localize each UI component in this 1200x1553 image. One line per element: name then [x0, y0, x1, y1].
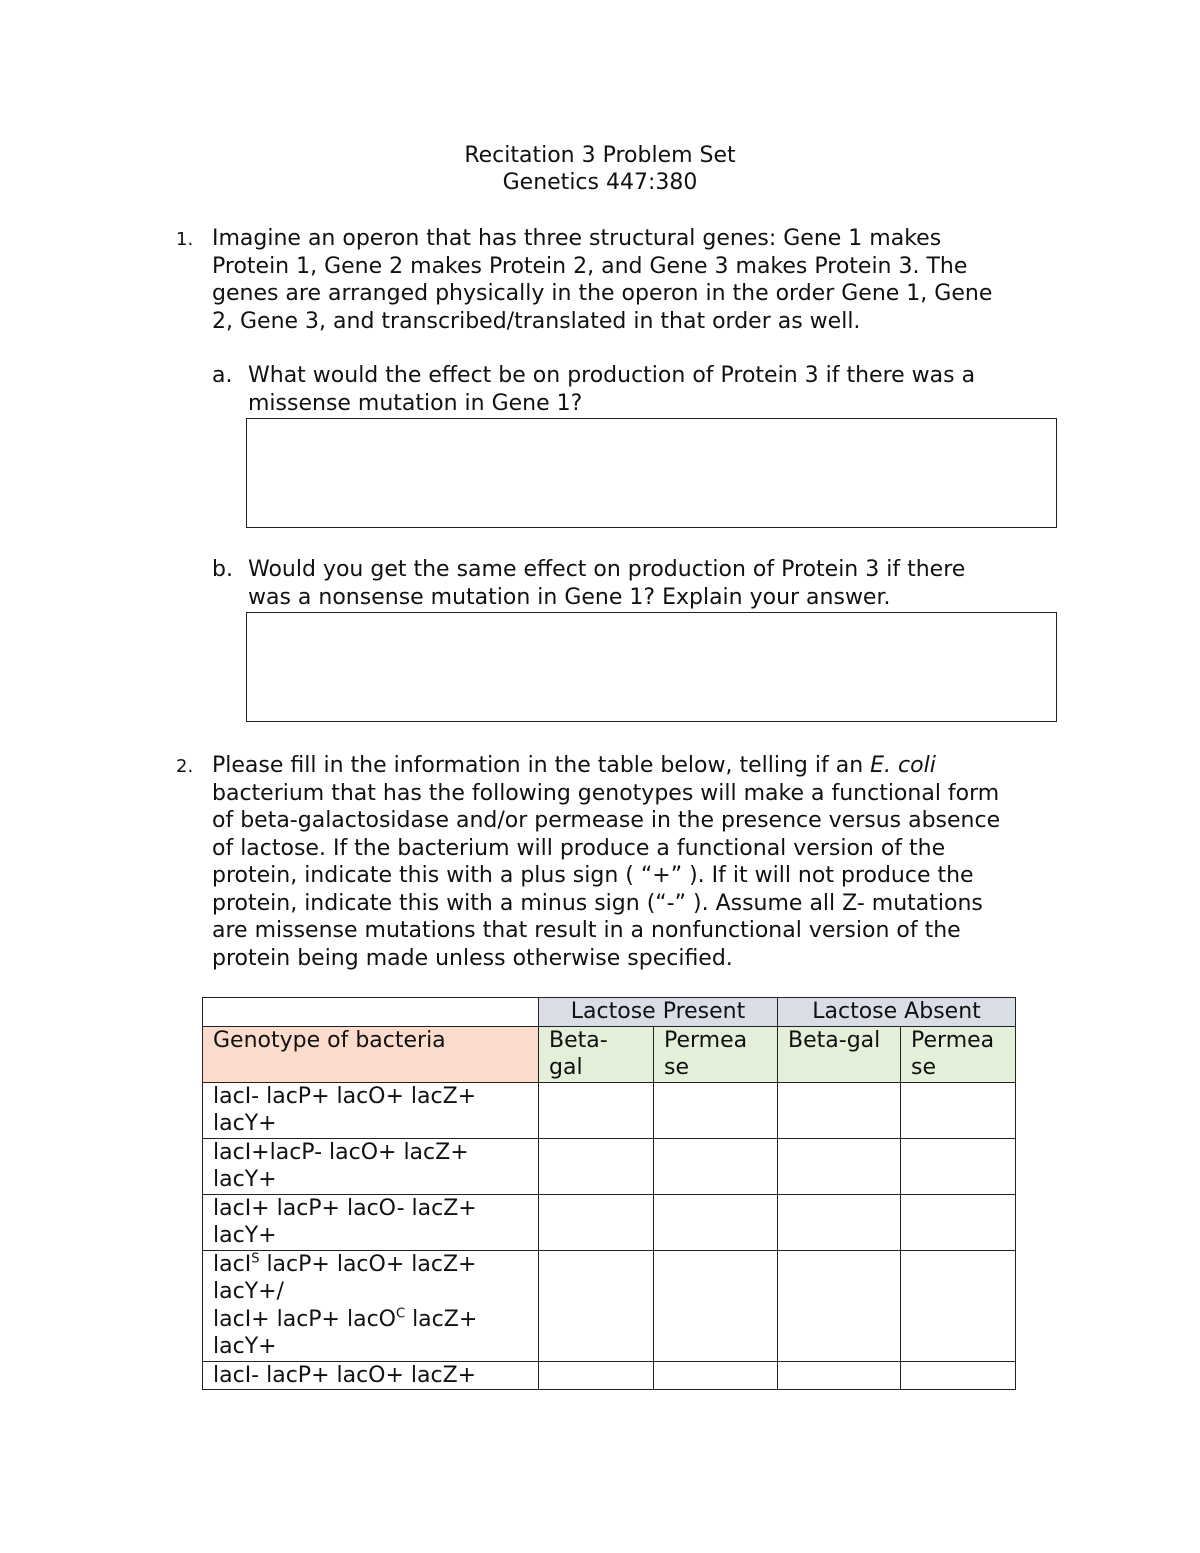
answer-cell[interactable]: [901, 1250, 1016, 1361]
question-2-line: protein, indicate this with a minus sign (“-” ). Assume all Z- mutations: [212, 890, 983, 916]
genotype-line: lacI+lacP- lacO+ lacZ+: [213, 1139, 469, 1165]
document-title: Recitation 3 Problem Set: [464, 143, 736, 168]
table-row: [203, 1361, 1016, 1390]
genotype-text: lacI+ lacP+ lacO: [213, 1306, 396, 1332]
genotype-line: lacY+: [213, 1167, 277, 1192]
genotype-cell: [203, 1250, 539, 1361]
genotype-line: lacY+: [213, 1223, 277, 1248]
genotype-text: lacP+ lacO+ lacZ+: [259, 1251, 477, 1277]
course-name: Genetics 447:380: [502, 170, 698, 195]
superscript-c: C: [396, 1306, 406, 1322]
answer-cell[interactable]: [778, 1194, 901, 1250]
header-betagal-present: [539, 1026, 654, 1082]
genotype-cell: [203, 1082, 539, 1138]
question-2-line: protein, indicate this with a plus sign ( “+” ). If it will not produce the: [212, 863, 974, 888]
genotype-text: lacI: [213, 1251, 252, 1277]
organism-name: E. coli: [870, 753, 936, 778]
question-1b-label: b.: [212, 557, 233, 582]
genotype-line: lacI- lacP+ lacO+ lacZ+: [213, 1083, 477, 1109]
answer-cell[interactable]: [901, 1082, 1016, 1138]
table-row: [203, 1194, 1016, 1250]
question-1-line: Protein 1, Gene 2 makes Protein 2, and Gene 3 makes Protein 3. The: [212, 253, 968, 279]
question-1-line: genes are arranged physically in the operon in the order Gene 1, Gene: [212, 281, 993, 306]
question-2-line: are missense mutations that result in a nonfunctional version of the: [212, 918, 961, 943]
question-1-text: [212, 225, 1072, 335]
header-lactose-absent: Lactose Absent: [778, 998, 1016, 1027]
answer-cell[interactable]: [778, 1361, 901, 1390]
answer-cell[interactable]: [539, 1361, 654, 1390]
genotype-line: [213, 1306, 528, 1334]
table-group-header-row: [203, 998, 1016, 1027]
header-permease-present-line: Permea: [664, 1027, 748, 1053]
question-2-number: 2.: [176, 756, 194, 777]
answer-cell[interactable]: [654, 1138, 778, 1194]
answer-cell[interactable]: [778, 1250, 901, 1361]
table-empty-corner: [203, 998, 539, 1027]
answer-cell[interactable]: [778, 1082, 901, 1138]
question-1a-label: a.: [212, 363, 233, 388]
answer-cell[interactable]: [539, 1138, 654, 1194]
question-2-line: protein being made unless otherwise specified.: [212, 945, 733, 971]
header-permease-absent-line: Permea: [911, 1027, 995, 1053]
answer-cell[interactable]: [901, 1194, 1016, 1250]
header-betagal-present-line: Beta-: [549, 1027, 608, 1053]
question-1a-line: What would the effect be on production of Protein 3 if there was a: [248, 363, 976, 388]
header-betagal-present-line: gal: [549, 1055, 583, 1080]
answer-cell[interactable]: [654, 1361, 778, 1390]
question-1b-line: was a nonsense mutation in Gene 1? Explain your answer.: [248, 584, 891, 610]
question-2-line: of beta-galactosidase and/or permease in the presence versus absence: [212, 808, 1001, 833]
table-row: [203, 1082, 1016, 1138]
question-2-line: bacterium that has the following genotypes will make a functional form: [212, 780, 1000, 806]
answer-box-1b[interactable]: [246, 612, 1057, 722]
genotype-line: lacI- lacP+ lacO+ lacZ+: [213, 1362, 477, 1388]
question-2-line: [212, 752, 1072, 780]
answer-cell[interactable]: [539, 1082, 654, 1138]
answer-cell[interactable]: [539, 1194, 654, 1250]
genotype-cell: [203, 1194, 539, 1250]
genotype-table: [202, 997, 1016, 1390]
question-1a-line: missense mutation in Gene 1?: [248, 390, 583, 416]
answer-cell[interactable]: [539, 1250, 654, 1361]
genotype-line: lacY+: [213, 1111, 277, 1136]
question-2-line-start: Please fill in the information in the table below, telling if an: [212, 753, 871, 778]
genotype-cell: [203, 1138, 539, 1194]
answer-cell[interactable]: [778, 1138, 901, 1194]
header-permease-present: [654, 1026, 778, 1082]
question-1b-line: Would you get the same effect on production of Protein 3 if there: [248, 557, 966, 582]
superscript-s: S: [251, 1251, 260, 1267]
question-2-line: of lactose. If the bacterium will produce a functional version of the: [212, 835, 946, 861]
genotype-cell: [203, 1361, 539, 1390]
header-lactose-present: Lactose Present: [539, 998, 778, 1027]
question-1b-text: [248, 556, 1068, 611]
answer-cell[interactable]: [654, 1194, 778, 1250]
question-1-line: Imagine an operon that has three structural genes: Gene 1 makes: [212, 226, 942, 251]
header-permease-present-line: se: [664, 1055, 689, 1080]
header-permease-absent-line: se: [911, 1055, 937, 1080]
genotype-line: [213, 1251, 528, 1279]
question-1-number: 1.: [176, 229, 194, 250]
header-betagal-absent: Beta-gal: [778, 1026, 901, 1082]
question-1-line: 2, Gene 3, and transcribed/translated in that order as well.: [212, 308, 861, 334]
answer-cell[interactable]: [654, 1250, 778, 1361]
genotype-line: lacY+: [213, 1334, 277, 1359]
header-permease-absent: [901, 1026, 1016, 1082]
answer-cell[interactable]: [901, 1138, 1016, 1194]
genotype-text: lacZ+: [405, 1306, 478, 1332]
table-row: [203, 1138, 1016, 1194]
header-genotype: Genotype of bacteria: [203, 1026, 539, 1082]
table-column-header-row: [203, 1026, 1016, 1082]
genotype-line: lacI+ lacP+ lacO- lacZ+: [213, 1195, 477, 1221]
genotype-line: lacY+/: [213, 1279, 284, 1304]
answer-cell[interactable]: [654, 1082, 778, 1138]
table-row: [203, 1250, 1016, 1361]
question-1a-text: [248, 362, 1068, 417]
question-2-text: [212, 752, 1072, 972]
answer-cell[interactable]: [901, 1361, 1016, 1390]
answer-box-1a[interactable]: [246, 418, 1057, 528]
